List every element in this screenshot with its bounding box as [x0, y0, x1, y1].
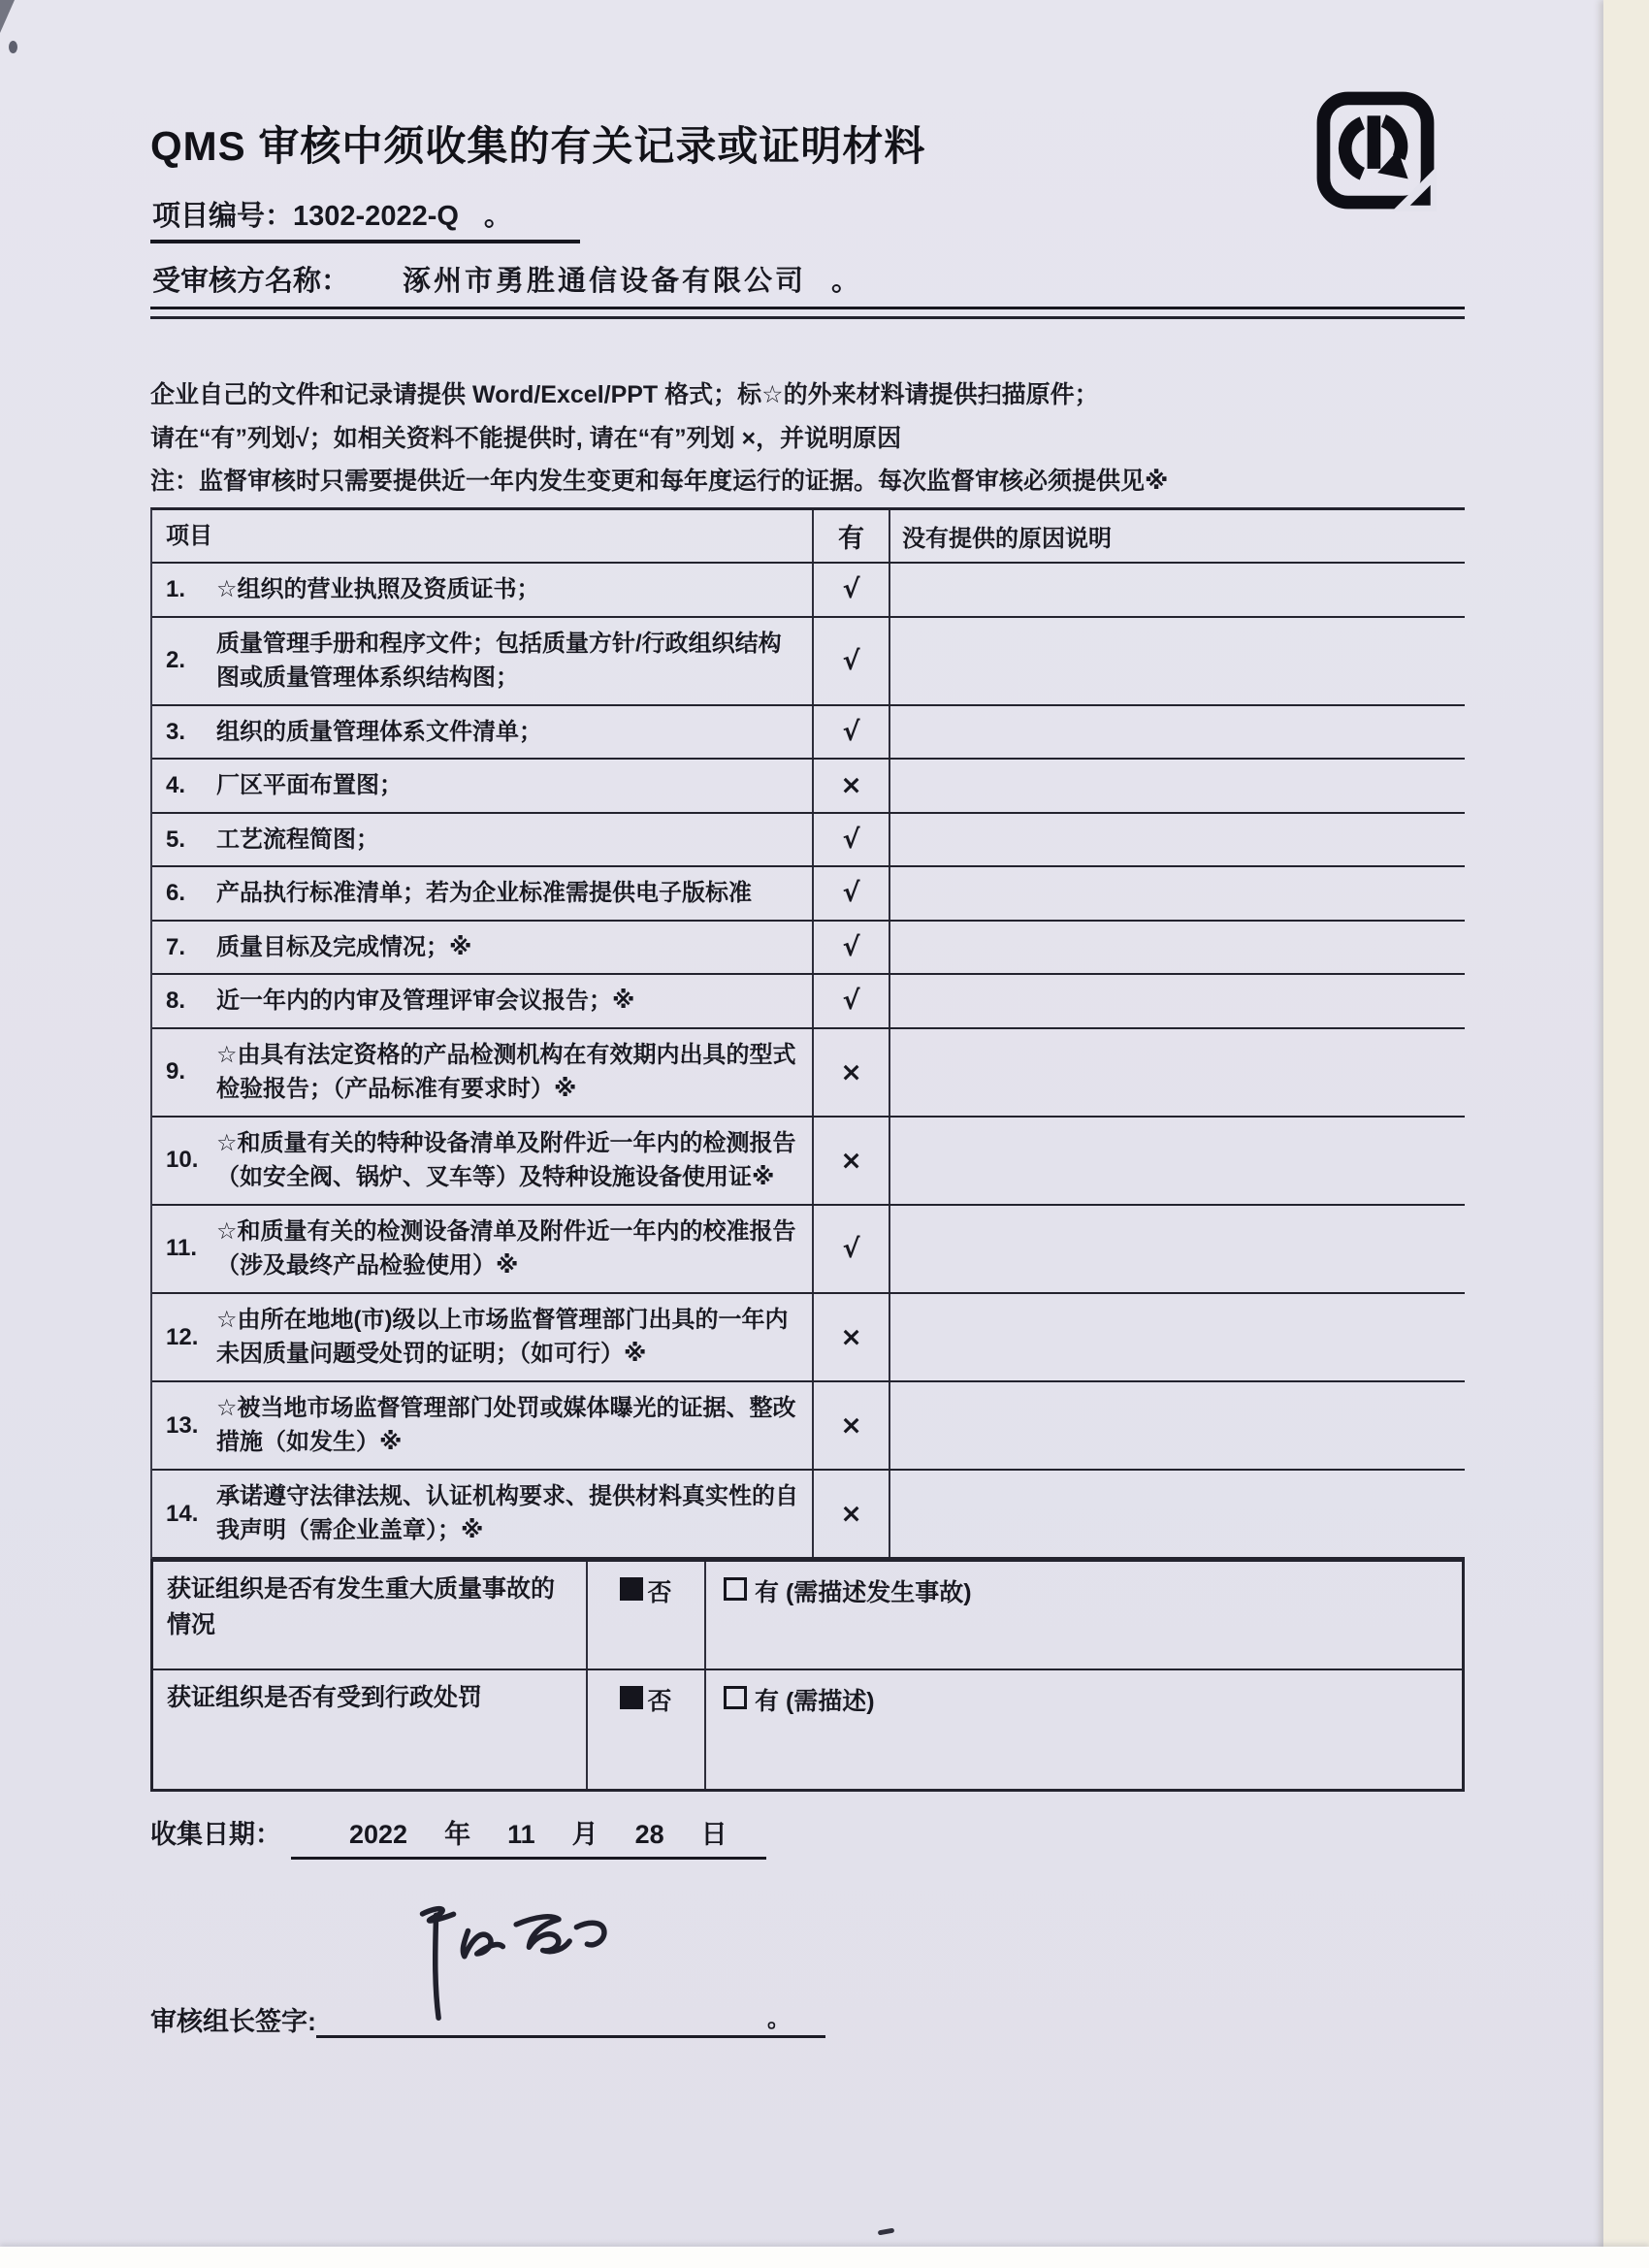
scan-margin-right: [1603, 0, 1649, 2268]
row-text: ☆和质量有关的检测设备清单及附件近一年内的校准报告（涉及最终产品检验使用）※: [216, 1217, 796, 1280]
row-text: 产品执行标准清单；若为企业标准需提供电子版标准: [216, 880, 752, 907]
table-row: [152, 867, 1465, 922]
row-text: ☆和质量有关的特种设备清单及附件近一年内的检测报告（如安全阀、锅炉、叉车等）及特种设施设备使用证※: [216, 1129, 796, 1191]
row-number: 13.: [166, 1411, 199, 1439]
row-reason: [890, 867, 1465, 920]
row-reason: [890, 618, 1465, 704]
project-number-label: 项目编号：: [152, 201, 294, 232]
row-number: 9.: [166, 1058, 186, 1085]
row-reason: [890, 706, 1465, 759]
row-text: 质量管理手册和程序文件；包括质量方针/行政组织结构图或质量管理体系织结构图；: [216, 630, 782, 692]
table-row: [152, 564, 1465, 618]
row-number: 4.: [166, 772, 186, 799]
project-number-suffix: 。: [483, 201, 512, 232]
scan-margin-bottom: [0, 2247, 1649, 2268]
collection-date-line: [150, 1813, 1465, 1860]
row-mark: ×: [812, 760, 890, 812]
row-text: ☆由所在地地(市)级以上市场监督管理部门出具的一年内未因质量问题受处罚的证明；（如可行）※: [216, 1306, 789, 1368]
project-number-line: [150, 194, 580, 243]
row-reason: [890, 922, 1465, 974]
row-number: 7.: [166, 933, 186, 960]
row-text: 工艺流程简图；: [216, 826, 379, 853]
row-number: 14.: [166, 1500, 199, 1527]
row-number: 6.: [166, 880, 186, 907]
row-mark: √: [812, 922, 890, 974]
project-number-value: 1302-2022-Q: [293, 201, 459, 232]
checkbox-empty-icon: [724, 1577, 747, 1601]
day-unit: 日: [700, 1819, 728, 1849]
auditee-label: 受审核方名称：: [152, 266, 350, 297]
row-reason: [890, 760, 1465, 812]
table-row: [152, 618, 1465, 706]
table-row: [152, 814, 1465, 868]
row-reason: [890, 1206, 1465, 1292]
table-row: [152, 760, 1465, 814]
row-number: 8.: [166, 988, 186, 1015]
row-mark: ×: [812, 1382, 890, 1469]
row-mark: √: [812, 706, 890, 759]
row-text: ☆由具有法定资格的产品检测机构在有效期内出具的型式检验报告；（产品标准有要求时）※: [216, 1041, 796, 1103]
row-mark: √: [812, 618, 890, 704]
checkbox-empty-icon: [724, 1686, 747, 1709]
page-title: QMS 审核中须收集的有关记录或证明材料: [150, 123, 926, 169]
row-number: 10.: [166, 1147, 199, 1174]
row-text: ☆被当地市场监督管理部门处罚或媒体曝光的证据、整改措施（如发生）※: [216, 1394, 796, 1456]
auditee-name: 涿州市勇胜通信设备有限公司: [403, 266, 807, 297]
table-row: [152, 975, 1465, 1029]
signature-label: 审核组长签字:: [150, 2006, 316, 2036]
scan-dash-artifact: [878, 2228, 895, 2236]
table-row: [152, 706, 1465, 761]
auditee-line: [150, 259, 1465, 309]
row-text: 承诺遵守法律法规、认证机构要求、提供材料真实性的自我声明（需企业盖章）；※: [216, 1482, 798, 1544]
signature-line: [316, 1999, 825, 2038]
certification-logo-icon: [1311, 89, 1439, 211]
signature-suffix: 。: [767, 2005, 791, 2032]
row-mark: √: [812, 1206, 890, 1292]
year-unit: 年: [444, 1819, 471, 1849]
instruction-note: 注：监督审核时只需要提供近一年内发生变更和每年度运行的证据。每次监督审核必须提供见※: [150, 468, 1169, 495]
checkbox-filled-icon: [620, 1686, 643, 1709]
no-option-label: 否: [647, 1687, 672, 1715]
row-text: 厂区平面布置图；: [216, 772, 403, 799]
row-number: 3.: [166, 718, 186, 745]
divider: [150, 316, 1465, 319]
date-day: 28: [634, 1819, 664, 1849]
scan-spot-artifact: [9, 41, 17, 53]
table-row: [152, 1206, 1465, 1294]
row-number: 11.: [166, 1235, 198, 1262]
row-mark: ×: [812, 1294, 890, 1380]
accident-row: [153, 1562, 1462, 1670]
instructions: [150, 373, 1465, 503]
row-reason: [890, 1471, 1465, 1557]
declaration-table: [150, 1559, 1465, 1792]
header-reason: 没有提供的原因说明: [902, 525, 1112, 552]
penalty-question: 获证组织是否有受到行政处罚: [153, 1670, 588, 1789]
accident-question: 获证组织是否有发生重大质量事故的情况: [153, 1562, 588, 1669]
yes-option-label: 有 (需描述发生事故): [755, 1578, 972, 1606]
table-row: [152, 1382, 1465, 1471]
no-option-label: 否: [647, 1578, 672, 1606]
header-have: 有: [812, 510, 890, 563]
row-reason: [890, 564, 1465, 616]
row-reason: [890, 814, 1465, 866]
yes-option-label: 有 (需描述): [755, 1687, 875, 1715]
table-row: [152, 1029, 1465, 1118]
row-reason: [890, 1029, 1465, 1116]
signature-block: [150, 1895, 1465, 2079]
row-mark: √: [812, 814, 890, 866]
collection-date-value: [291, 1813, 766, 1860]
checklist-table: [150, 507, 1465, 1559]
date-month: 11: [507, 1819, 535, 1849]
row-mark: √: [812, 564, 890, 616]
row-number: 1.: [166, 576, 186, 603]
row-text: 近一年内的内审及管理评审会议报告；※: [216, 988, 635, 1015]
checkbox-filled-icon: [620, 1577, 643, 1601]
month-unit: 月: [571, 1819, 598, 1849]
row-reason: [890, 1118, 1465, 1204]
header-item: 项目: [166, 522, 212, 549]
row-text: 组织的质量管理体系文件清单；: [216, 718, 542, 745]
row-mark: ×: [812, 1471, 890, 1557]
auditee-suffix: 。: [831, 266, 860, 297]
instruction-line-1: 企业自己的文件和记录请提供 Word/Excel/PPT 格式；标☆的外来材料请提供扫描原件；: [150, 381, 1099, 408]
row-text: ☆组织的营业执照及资质证书；: [216, 576, 540, 603]
row-mark: √: [812, 867, 890, 920]
table-row: [152, 1118, 1465, 1206]
scan-corner-artifact: [0, 0, 15, 33]
table-row: [152, 1294, 1465, 1382]
row-reason: [890, 975, 1465, 1027]
row-mark: √: [812, 975, 890, 1027]
date-year: 2022: [349, 1819, 408, 1849]
table-header-row: [152, 510, 1465, 565]
table-row: [152, 1471, 1465, 1559]
penalty-row: [153, 1670, 1462, 1789]
table-row: [152, 922, 1465, 976]
row-mark: ×: [812, 1029, 890, 1116]
row-mark: ×: [812, 1118, 890, 1204]
row-reason: [890, 1382, 1465, 1469]
row-number: 2.: [166, 647, 186, 674]
row-text: 质量目标及完成情况；※: [216, 933, 472, 960]
row-number: 12.: [166, 1323, 199, 1350]
row-number: 5.: [166, 826, 186, 853]
row-reason: [890, 1294, 1465, 1380]
collection-date-label: 收集日期：: [150, 1819, 281, 1849]
instruction-line-2: 请在“有”列划√；如相关资料不能提供时, 请在“有”列划 ×，并说明原因: [150, 424, 902, 452]
